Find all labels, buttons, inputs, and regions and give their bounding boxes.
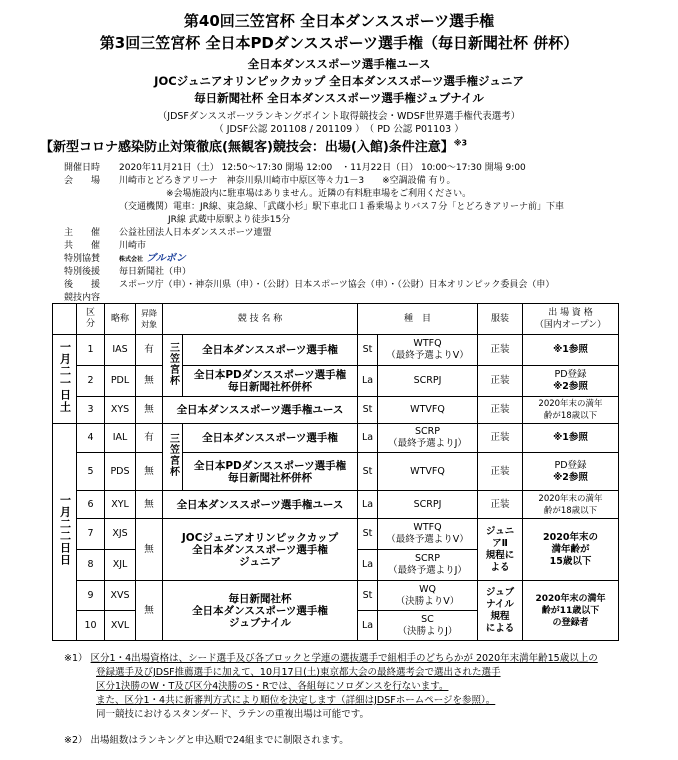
info-host: 主 催 公益社団法人日本ダンススポーツ連盟 <box>64 228 272 238</box>
table-row: 8 XJL La SCRP （最終予選よりJ） <box>53 550 619 581</box>
mikasa-cup-label-2: 三笠宮杯 <box>163 424 183 491</box>
table-row: 5 PDS 無 全日本PDダンススポーツ選手権 毎日新聞社杯併杯 St WTVFQ 正装 PD登録 ※2参照 <box>53 453 619 491</box>
info-support: 後 援 スポーツ庁（申）・神奈川県（申）・（公財）日本スポーツ協会（申）・（公財）日本オリンピック委員会（申） <box>64 280 555 290</box>
header-qualification: 出 場 資 格 （国内オープン） <box>523 304 619 335</box>
info-content: 競技内容 <box>64 293 101 303</box>
subtitle-junior: JOCジュニアオリンピックカップ 全日本ダンススポーツ選手権ジュニア <box>154 74 524 88</box>
junior-qualification: 2020年末の 満年齢が 15歳以下 <box>523 519 619 581</box>
note-1-line-4: また、区分1・4共に新審判方式により順位を決定します（詳細はJDSFホームページを参照）。 <box>96 695 496 706</box>
table-row: 6 XYL 無 全日本ダンススポーツ選手権ユース La SCRPJ 正装 2020年末の満年 齢が18歳以下 <box>53 491 619 519</box>
subtitle-juvenile: 毎日新聞社杯 全日本ダンススポーツ選手権ジュブナイル <box>194 91 484 105</box>
main-title-pd: 第3回三笠宮杯 全日本PDダンススポーツ選手権（毎日新聞社杯 併杯） <box>99 34 579 52</box>
header-abbr: 略称 <box>105 304 136 335</box>
info-special-support: 特別後援 毎日新聞社（申） <box>64 267 192 277</box>
day2-cell: 一月二二日日 <box>53 424 77 641</box>
bourbon-logo: 株式会社 ブルボン <box>119 253 186 264</box>
subtitle-youth: 全日本ダンススポーツ選手権ユース <box>247 57 431 71</box>
venue-parking-note: ※会場施設内に駐車場はありません。近隣の有料駐車場をご利用ください。 <box>166 189 472 199</box>
junior-dress: ジュニ アⅡ 規程に よる <box>478 519 523 581</box>
venue-transport-note-2: JR線 武蔵中原駅より徒歩15分 <box>168 215 291 225</box>
table-header-row <box>53 304 619 335</box>
info-venue: 会 場 川崎市とどろきアリーナ 神奈川県川崎市中原区等々力1－3 ※空調設備 有り。 <box>64 176 456 186</box>
venue-transport-note: （交通機関）電車：JR線、東急線、「武蔵小杉」駅下車北口１番乗場よりバス７分「とどろきアリーナ前」下車 <box>119 202 565 212</box>
note-2: ※2） 出場組数はランキングと申込順で24組までに制限されます。 <box>64 735 349 746</box>
table-row: 9 XVS 無 毎日新聞社杯 全日本ダンススポーツ選手権 ジュブナイル St WQ （決勝よりV） ジュブ ナイル 規程 による 2020年末の満年 齢が11歳以下 の登録者 <box>53 581 619 611</box>
note-1-line-3: 区分1決勝のW・T及び区分4決勝のS・Rでは、各組毎にソロダンスを行ないます。 <box>96 681 449 692</box>
competition-table <box>52 303 619 641</box>
main-title: 第40回三笠宮杯 全日本ダンススポーツ選手権 <box>183 12 495 30</box>
header-no: 区分 <box>77 304 105 335</box>
header-blank <box>53 304 77 335</box>
note-1-line-2: 登録選手及びJDSF推薦選手に加えて、10月17日(土)東京都大会の最終選考会で選出された選手 <box>96 667 501 678</box>
juvenile-qualification: 2020年末の満年 齢が11歳以下 の登録者 <box>523 581 619 641</box>
juvenile-name: 毎日新聞社杯 全日本ダンススポーツ選手権 ジュブナイル <box>163 581 358 641</box>
info-sponsor: 特別協賛 <box>64 254 101 264</box>
header-event: 種 目 <box>358 304 478 335</box>
table-row: 一月二一日土 1 IAS 有 三笠宮杯 全日本ダンススポーツ選手権 St WTFQ （最終予選よりV） 正装 ※1参照 <box>53 335 619 366</box>
table-row: 一月二二日日 4 IAL 有 三笠宮杯 全日本ダンススポーツ選手権 La SCRP （最終予選よりJ） 正装 ※1参照 <box>53 424 619 453</box>
header-dress: 服装 <box>478 304 523 335</box>
info-date: 開催日時 2020年11月21日（土） 12:50～17:30 開場 12:00 ・11月22日（日） 10:00～17:30 開場 9:00 <box>64 163 526 173</box>
info-cohost: 共 催 川崎市 <box>64 241 147 251</box>
table-row: 7 XJS 無 JOCジュニアオリンピックカップ 全日本ダンススポーツ選手権 ジュニア St WTFQ （最終予選よりV） ジュニ アⅡ 規程に よる 2020年末の 満年齢が 15歳以下 <box>53 519 619 550</box>
header-name: 競 技 名 称 <box>163 304 358 335</box>
table-row: 3 XYS 無 全日本ダンススポーツ選手権ユース St WTVFQ 正装 2020年末の満年 齢が18歳以下 <box>53 397 619 424</box>
day1-cell: 一月二一日土 <box>53 335 77 424</box>
certification-note: （ JDSF公認 201108 / 201109 ） （ PD 公認 P01103 ） <box>214 124 464 135</box>
note-1-line-5: 同一競技におけるスタンダード、ラテンの重複出場は可能です。 <box>96 709 370 720</box>
note-1-line-1: ※1） 区分1・4出場資格は、シード選手及び各ブロックと学連の選抜選手で組相手のどちらかが 2020年末満年齢15歳以上の <box>64 653 598 664</box>
juvenile-dress: ジュブ ナイル 規程 による <box>478 581 523 641</box>
covid-notice: 【新型コロナ感染防止対策徹底(無観客)競技会：出場(入館)条件注意】$^{※3}$ <box>40 138 468 155</box>
table-row: 10 XVL La SC （決勝よりJ） <box>53 611 619 641</box>
mikasa-cup-label: 三笠宮杯 <box>163 335 183 397</box>
header-upgrade: 昇降対象 <box>136 304 163 335</box>
table-row: 2 PDL 無 全日本PDダンススポーツ選手権 毎日新聞社杯併杯 La SCRPJ 正装 PD登録 ※2参照 <box>53 366 619 397</box>
junior-name: JOCジュニアオリンピックカップ 全日本ダンススポーツ選手権 ジュニア <box>163 519 358 581</box>
ranking-note: （JDSFダンススポーツランキングポイント取得競技会・WDSF世界選手権代表選考） <box>157 111 521 122</box>
